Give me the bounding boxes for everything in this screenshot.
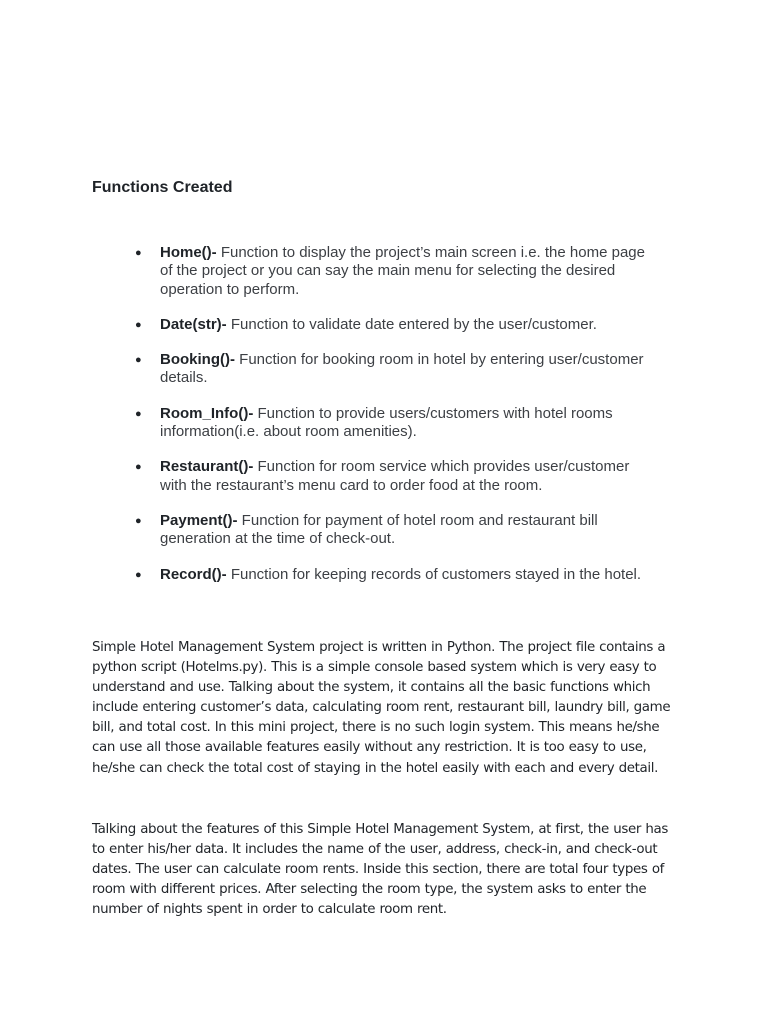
- function-name: Booking()-: [160, 351, 235, 369]
- function-name: Restaurant()-: [160, 458, 254, 476]
- section-heading: Functions Created: [92, 179, 233, 196]
- function-name: Payment()-: [160, 511, 238, 529]
- bullet-icon: ●: [135, 514, 142, 527]
- functions-list: [135, 244, 660, 601]
- function-description: Function for payment of hotel room and restaurant bill generation at the time of check-out.: [160, 511, 598, 548]
- function-name: Room_Info()-: [160, 404, 254, 422]
- function-item-restaurant: [135, 458, 660, 495]
- bullet-icon: ●: [135, 318, 142, 331]
- function-name: Date(str)-: [160, 315, 227, 333]
- function-description: Function to display the project’s main screen i.e. the home page of the project or you can say the main menu for selecting the desired operation to perform.: [160, 244, 645, 298]
- function-description: Function to validate date entered by the user/customer.: [226, 315, 597, 333]
- body-paragraph-features: Talking about the features of this Simple Hotel Management System, at first, the user has to enter his/her data. It includes the name of the user, address, check-in, and check-out dates. The user can calculate room rents. Inside this section, there are total four types of room with different prices. After selecting the room type, the system asks to enter the number of nights spent in order to calculate room rent.: [92, 822, 668, 918]
- function-name: Home()-: [160, 244, 217, 261]
- function-name: Record()-: [160, 565, 227, 583]
- function-item-booking: [135, 351, 660, 388]
- function-item-home: [135, 244, 660, 299]
- body-paragraph-overview: Simple Hotel Management System project is written in Python. The project file contains a python script (Hotelms.py). This is a simple console based system which is very easy to understand and use. Talking about the system, it contains all the basic functions which include entering customer’s data, calculating room rent, restaurant bill, laundry bill, game bill, and total cost. In this mini project, there is no such login system. This means he/she can use all those available features easily without any restriction. It is too easy to use, he/she can check the total cost of staying in the hotel easily with each and every detail.: [92, 640, 671, 776]
- function-item-date: [135, 315, 660, 334]
- function-description: Function to provide users/customers with hotel rooms information(i.e. about room amenities).: [160, 404, 613, 441]
- bullet-icon: ●: [135, 461, 142, 474]
- function-item-payment: [135, 511, 660, 549]
- function-item-room-info: [135, 404, 660, 442]
- bullet-icon: ●: [135, 407, 142, 420]
- function-description: Function for booking room in hotel by entering user/customer details.: [160, 351, 644, 387]
- function-item-record: [135, 565, 660, 584]
- bullet-icon: ●: [135, 247, 142, 259]
- function-description: Function for keeping records of customers stayed in the hotel.: [226, 565, 642, 583]
- bullet-icon: ●: [135, 354, 142, 367]
- function-description: Function for room service which provides user/customer with the restaurant’s menu card to order food at the room.: [160, 458, 630, 494]
- bullet-icon: ●: [135, 568, 142, 581]
